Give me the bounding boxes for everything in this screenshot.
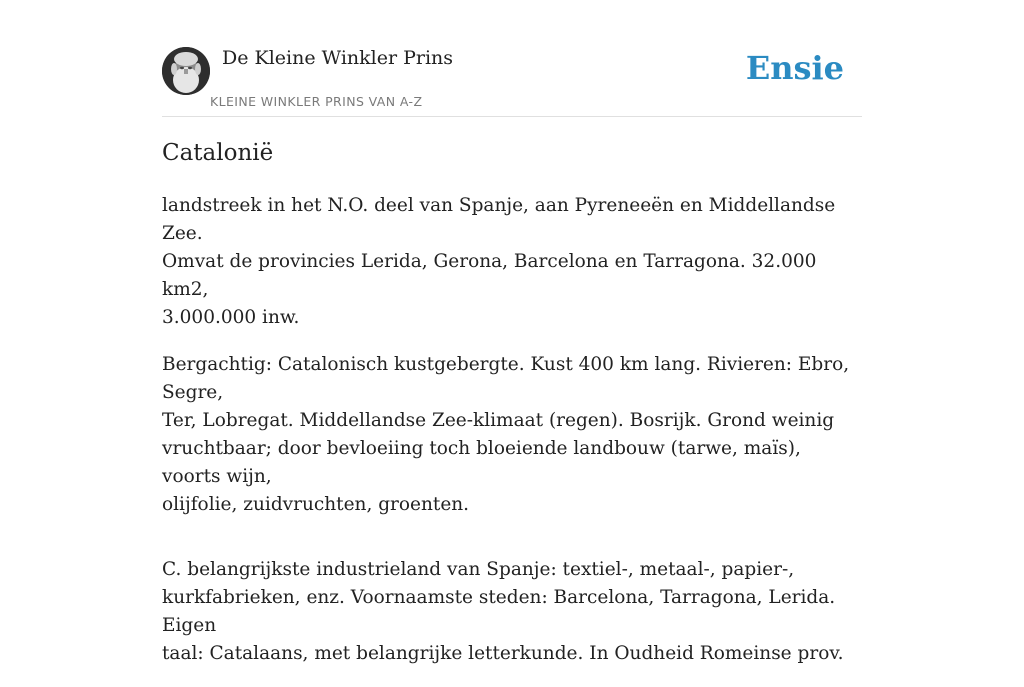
book-subtitle[interactable]: KLEINE WINKLER PRINS VAN A-Z (210, 94, 423, 109)
text-line: vruchtbaar; door bevloeiing toch bloeiende landbouw (tarwe, maïs), voorts wijn, (162, 438, 801, 487)
text-line: Ter, Lobregat. Middellandse Zee-klimaat (regen). Bosrijk. Grond weinig (162, 410, 835, 431)
paragraph-geography (162, 351, 862, 519)
entry-content (162, 192, 862, 687)
bearded-man-portrait-icon (162, 47, 210, 95)
book-title[interactable]: De Kleine Winkler Prins (222, 47, 454, 69)
text-line: Bergachtig: Catalonisch kustgebergte. Kust 400 km lang. Rivieren: Ebro, Segre, (162, 354, 850, 403)
paragraph-definition (162, 192, 862, 332)
text-line: olijfolie, zuidvruchten, groenten. (162, 494, 470, 515)
text-line: kurkfabrieken, enz. Voornaamste steden: Barcelona, Tarragona, Lerida. Eigen (162, 587, 836, 636)
text-line: landstreek in het N.O. deel van Spanje, aan Pyreneeën en Middellandse Zee. (162, 195, 836, 244)
text-line: Omvat de provincies Lerida, Gerona, Barcelona en Tarragona. 32.000 km2, (162, 251, 817, 300)
text-line: C. belangrijkste industrieland van Spanje: textiel-, metaal-, papier-, (162, 559, 795, 580)
entry-title: Catalonië (162, 140, 274, 166)
text-line: 3.000.000 inw. (162, 307, 300, 328)
text-line: taal: Catalaans, met belangrijke letterkunde. In Oudheid Romeinse prov. (162, 643, 844, 664)
author-avatar[interactable] (162, 47, 210, 95)
paragraph-industry (162, 556, 862, 668)
brand-logo[interactable]: Ensie (745, 49, 844, 87)
page-header (162, 40, 862, 117)
